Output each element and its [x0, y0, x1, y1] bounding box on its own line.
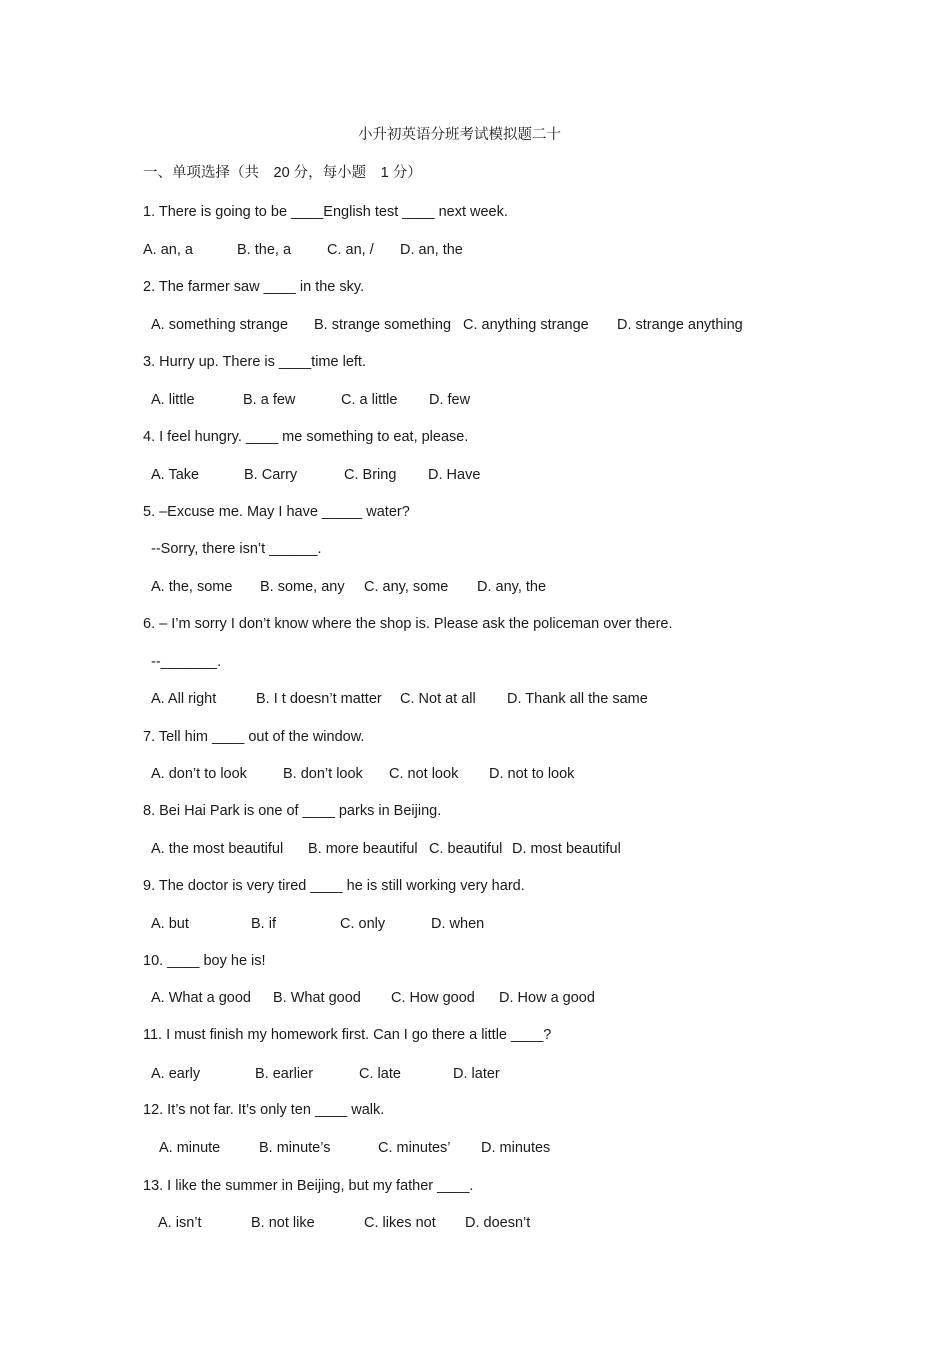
q4-option-b: B. Carry [244, 467, 298, 483]
q12-option-a: A. minute [159, 1140, 221, 1156]
q4-option-a: A. Take [151, 467, 200, 483]
question-7: 7. Tell him ____ out of the window. [143, 729, 365, 745]
q3-option-c: C. a little [341, 392, 398, 408]
q13-option-d: D. doesn’t [465, 1215, 531, 1231]
question-12: 12. It’s not far. It’s only ten ____ walk. [143, 1102, 385, 1118]
q12-option-d: D. minutes [481, 1140, 551, 1156]
q7-option-c: C. not look [389, 766, 459, 782]
q11-option-a: A. early [151, 1066, 201, 1082]
question-6: 6. – I’m sorry I don’t know where the shop is. Please ask the policeman over there. [143, 616, 673, 632]
q5-option-c: C. any, some [364, 579, 449, 595]
q13-option-b: B. not like [251, 1215, 315, 1231]
q6-option-a: A. All right [151, 691, 217, 707]
question-2: 2. The farmer saw ____ in the sky. [143, 279, 365, 295]
q6-option-d: D. Thank all the same [507, 691, 648, 707]
q11-option-b: B. earlier [255, 1066, 314, 1082]
q2-option-d: D. strange anything [617, 317, 743, 333]
q3-option-b: B. a few [243, 392, 296, 408]
q4-option-c: C. Bring [344, 467, 397, 483]
q2-option-c: C. anything strange [463, 317, 589, 333]
q8-option-d: D. most beautiful [512, 841, 621, 857]
q2-option-a: A. something strange [151, 317, 289, 333]
q12-option-c: C. minutes’ [378, 1140, 451, 1156]
q13-option-a: A. isn’t [158, 1215, 202, 1231]
q5-option-b: B. some, any [260, 579, 345, 595]
page-title: 小升初英语分班考试模拟题二十 [358, 127, 561, 143]
q10-option-c: C. How good [391, 990, 475, 1006]
question-5-reply: --Sorry, there isn’t ______. [151, 541, 322, 557]
q7-option-a: A. don’t to look [151, 766, 247, 782]
q8-option-a: A. the most beautiful [151, 841, 284, 857]
question-5: 5. –Excuse me. May I have _____ water? [143, 504, 410, 520]
question-3: 3. Hurry up. There is ____time left. [143, 354, 366, 370]
q7-option-b: B. don’t look [283, 766, 363, 782]
question-8: 8. Bei Hai Park is one of ____ parks in Beijing. [143, 803, 442, 819]
q6-option-c: C. Not at all [400, 691, 476, 707]
q1-option-b: B. the, a [237, 242, 292, 258]
q10-option-d: D. How a good [499, 990, 595, 1006]
q11-option-d: D. later [453, 1066, 500, 1082]
q9-option-b: B. if [251, 916, 276, 932]
question-13: 13. I like the summer in Beijing, but my father ____. [143, 1178, 474, 1194]
question-1: 1. There is going to be ____English test ____ next week. [143, 204, 508, 220]
question-6-reply: --_______. [151, 654, 222, 670]
q6-option-b: B. I t doesn’t matter [256, 691, 382, 707]
section-heading: 一、单项选择（共 20 分，每小题 1 分） [143, 165, 422, 181]
q12-option-b: B. minute’s [259, 1140, 331, 1156]
question-11: 11. I must finish my homework first. Can I go there a little ____? [143, 1027, 552, 1043]
question-4: 4. I feel hungry. ____ me something to eat, please. [143, 429, 469, 445]
q9-option-d: D. when [431, 916, 485, 932]
q4-option-d: D. Have [428, 467, 481, 483]
q1-option-c: C. an, / [327, 242, 374, 258]
q9-option-a: A. but [151, 916, 189, 932]
q11-option-c: C. late [359, 1066, 401, 1082]
q2-option-b: B. strange something [314, 317, 452, 333]
q3-option-a: A. little [151, 392, 195, 408]
q8-option-b: B. more beautiful [308, 841, 418, 857]
q3-option-d: D. few [429, 392, 471, 408]
q10-option-a: A. What a good [151, 990, 251, 1006]
q5-option-a: A. the, some [151, 579, 233, 595]
q9-option-c: C. only [340, 916, 386, 932]
q13-option-c: C. likes not [364, 1215, 436, 1231]
q10-option-b: B. What good [273, 990, 361, 1006]
q1-option-d: D. an, the [400, 242, 463, 258]
q1-option-a: A. an, a [143, 242, 193, 258]
q8-option-c: C. beautiful [429, 841, 503, 857]
question-9: 9. The doctor is very tired ____ he is still working very hard. [143, 878, 525, 894]
q5-option-d: D. any, the [477, 579, 547, 595]
q7-option-d: D. not to look [489, 766, 575, 782]
question-10: 10. ____ boy he is! [143, 953, 266, 969]
